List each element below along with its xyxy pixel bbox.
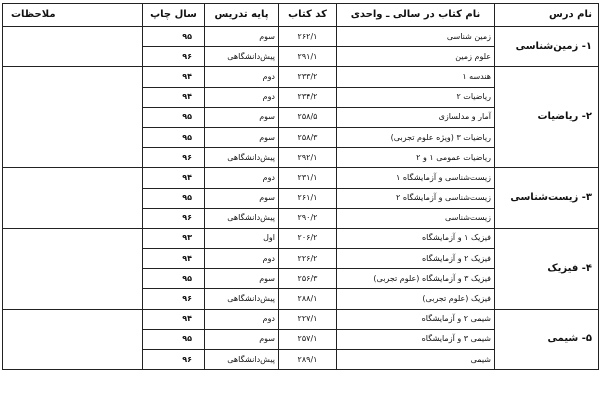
book-code-cell: ۲۵۸/۳ — [279, 127, 337, 147]
grade-cell: سوم — [205, 188, 279, 208]
subject-cell: ۴- فیزیک — [495, 228, 599, 309]
header-print-year: سال چاپ — [143, 4, 205, 27]
grade-cell: دوم — [205, 67, 279, 87]
book-name-cell: زیست‌شناسی و آزمایشگاه ۱ — [337, 168, 495, 188]
table-row — [3, 168, 599, 188]
grade-cell: سوم — [205, 329, 279, 349]
grade-cell: دوم — [205, 249, 279, 269]
grade-cell: دوم — [205, 168, 279, 188]
book-name-cell: علوم زمین — [337, 47, 495, 67]
print-year-cell: ۹۵ — [143, 27, 205, 47]
book-name-cell: ریاضیات عمومی ۱ و ۲ — [337, 148, 495, 168]
book-code-cell: ۲۸۸/۱ — [279, 289, 337, 309]
grade-cell: اول — [205, 228, 279, 248]
textbook-table — [2, 3, 599, 370]
grade-cell: پیش‌دانشگاهی — [205, 289, 279, 309]
notes-cell — [3, 228, 143, 309]
table-body — [3, 27, 599, 370]
subject-cell: ۳- زیست‌شناسی — [495, 168, 599, 229]
print-year-cell: ۹۵ — [143, 107, 205, 127]
grade-cell: پیش‌دانشگاهی — [205, 148, 279, 168]
table-row — [3, 67, 599, 87]
table-row — [3, 309, 599, 329]
print-year-cell: ۹۵ — [143, 188, 205, 208]
header-row — [3, 4, 599, 27]
book-code-cell: ۲۵۷/۱ — [279, 329, 337, 349]
book-name-cell: هندسه ۱ — [337, 67, 495, 87]
print-year-cell: ۹۶ — [143, 47, 205, 67]
print-year-cell: ۹۶ — [143, 208, 205, 228]
book-name-cell: شیمی — [337, 350, 495, 370]
notes-cell — [3, 67, 143, 168]
book-code-cell: ۲۳۴/۲ — [279, 87, 337, 107]
book-name-cell: آمار و مدلسازی — [337, 107, 495, 127]
book-name-cell: فیزیک ۱ و آزمایشگاه — [337, 228, 495, 248]
book-code-cell: ۲۶۱/۱ — [279, 188, 337, 208]
print-year-cell: ۹۶ — [143, 289, 205, 309]
print-year-cell: ۹۴ — [143, 309, 205, 329]
book-name-cell: شیمی ۳ و آزمایشگاه — [337, 329, 495, 349]
print-year-cell: ۹۴ — [143, 168, 205, 188]
print-year-cell: ۹۴ — [143, 87, 205, 107]
table-row — [3, 228, 599, 248]
header-book-code: کد کتاب — [279, 4, 337, 27]
grade-cell: پیش‌دانشگاهی — [205, 47, 279, 67]
print-year-cell: ۹۴ — [143, 249, 205, 269]
book-name-cell: فیزیک (علوم تجربی) — [337, 289, 495, 309]
notes-cell — [3, 168, 143, 229]
book-code-cell: ۲۸۹/۱ — [279, 350, 337, 370]
print-year-cell: ۹۵ — [143, 329, 205, 349]
print-year-cell: ۹۵ — [143, 127, 205, 147]
book-name-cell: زیست‌شناسی و آزمایشگاه ۲ — [337, 188, 495, 208]
notes-cell — [3, 27, 143, 67]
print-year-cell: ۹۶ — [143, 148, 205, 168]
table-row — [3, 27, 599, 47]
subject-cell: ۱- زمین‌شناسی — [495, 27, 599, 67]
grade-cell: سوم — [205, 27, 279, 47]
book-code-cell: ۲۳۱/۱ — [279, 168, 337, 188]
book-code-cell: ۲۲۷/۱ — [279, 309, 337, 329]
grade-cell: سوم — [205, 127, 279, 147]
header-notes: ملاحظات — [3, 4, 143, 27]
grade-cell: پیش‌دانشگاهی — [205, 350, 279, 370]
book-code-cell: ۲۹۰/۲ — [279, 208, 337, 228]
print-year-cell: ۹۳ — [143, 228, 205, 248]
book-code-cell: ۲۹۱/۱ — [279, 47, 337, 67]
book-name-cell: ریاضیات ۳ (ویژه علوم تجربی) — [337, 127, 495, 147]
grade-cell: سوم — [205, 269, 279, 289]
book-code-cell: ۲۵۸/۵ — [279, 107, 337, 127]
book-name-cell: زیست‌شناسی — [337, 208, 495, 228]
book-code-cell: ۲۵۶/۳ — [279, 269, 337, 289]
book-name-cell: شیمی ۲ و آزمایشگاه — [337, 309, 495, 329]
print-year-cell: ۹۶ — [143, 350, 205, 370]
book-code-cell: ۲۳۳/۲ — [279, 67, 337, 87]
print-year-cell: ۹۵ — [143, 269, 205, 289]
book-name-cell: ریاضیات ۲ — [337, 87, 495, 107]
subject-cell: ۲- ریاضیات — [495, 67, 599, 168]
book-code-cell: ۲۹۲/۱ — [279, 148, 337, 168]
grade-cell: پیش‌دانشگاهی — [205, 208, 279, 228]
header-grade: پایه تدریس — [205, 4, 279, 27]
header-subject: نام درس — [495, 4, 599, 27]
notes-cell — [3, 309, 143, 370]
grade-cell: دوم — [205, 309, 279, 329]
book-code-cell: ۲۰۶/۲ — [279, 228, 337, 248]
grade-cell: دوم — [205, 87, 279, 107]
subject-cell: ۵- شیمی — [495, 309, 599, 370]
book-name-cell: فیزیک ۳ و آزمایشگاه (علوم تجربی) — [337, 269, 495, 289]
print-year-cell: ۹۴ — [143, 67, 205, 87]
header-book-name: نام کتاب در سالی ـ واحدی — [337, 4, 495, 27]
grade-cell: سوم — [205, 107, 279, 127]
book-name-cell: فیزیک ۲ و آزمایشگاه — [337, 249, 495, 269]
book-code-cell: ۲۶۲/۱ — [279, 27, 337, 47]
book-code-cell: ۲۲۶/۲ — [279, 249, 337, 269]
book-name-cell: زمین شناسی — [337, 27, 495, 47]
